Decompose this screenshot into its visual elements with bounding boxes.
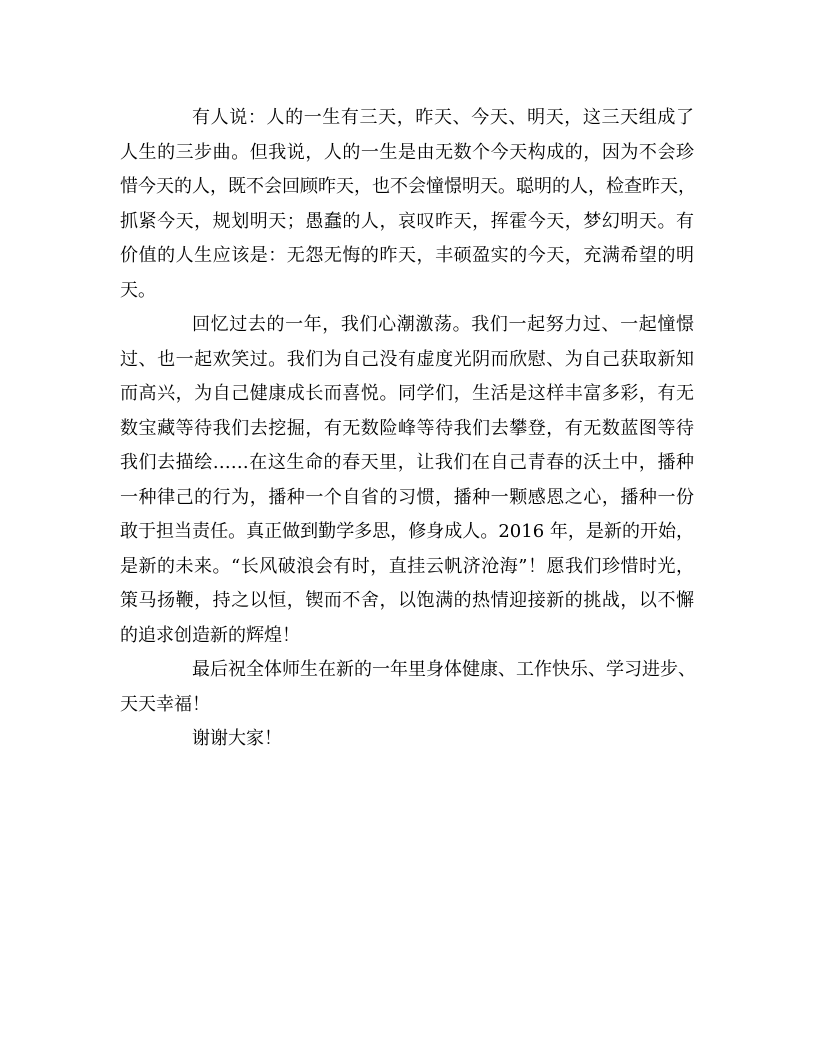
text-line: 敢于担当责任。真正做到勤学多思，修身成人。2016 年，是新的开始，: [120, 521, 694, 542]
text-line: 价值的人生应该是：无怨无悔的昨天，丰硕盈实的今天，充满希望的明: [120, 245, 694, 266]
text-line: 人生的三步曲。但我说，人的一生是由无数个今天构成的，因为不会珍: [120, 141, 694, 163]
text-line: 天天幸福！: [120, 693, 210, 715]
text-line: 的追求创造新的辉煌！: [120, 624, 300, 646]
text-line: 而高兴，为自己健康成长而喜悦。同学们，生活是这样丰富多彩，有无: [120, 383, 694, 404]
paragraph-wishes: [120, 653, 694, 722]
paragraph-review: [120, 308, 694, 653]
paragraph-intro: [120, 101, 694, 308]
text-line: 策马扬鞭，持之以恒，锲而不舍，以饱满的热情迎接新的挑战，以不懈: [120, 590, 694, 611]
text-line: 最后祝全体师生在新的一年里身体健康、工作快乐、学习进步、: [192, 659, 696, 680]
paragraph-thanks: [120, 722, 694, 757]
text-line: 回忆过去的一年，我们心潮激荡。我们一起努力过、一起憧憬: [192, 314, 694, 335]
text-line: 数宝藏等待我们去挖掘，有无数险峰等待我们去攀登，有无数蓝图等待: [120, 417, 694, 439]
text-line: 有人说：人的一生有三天，昨天、今天、明天，这三天组成了: [192, 107, 694, 128]
text-line: 过、也一起欢笑过。我们为自己没有虚度光阴而欣慰、为自己获取新知: [120, 348, 694, 370]
text-line: 是新的未来。“长风破浪会有时，直挂云帆济沧海”！愿我们珍惜时光，: [120, 555, 694, 577]
text-line: 我们去描绘……在这生命的春天里，让我们在自己青春的沃土中，播种: [120, 452, 694, 473]
text-line: 惜今天的人，既不会回顾昨天，也不会憧憬明天。聪明的人，检查昨天，: [120, 176, 696, 197]
text-line: 天。: [120, 279, 156, 301]
document-body: [120, 101, 694, 757]
text-line: 一种律己的行为，播种一个自省的习惯，播种一颗感恩之心，播种一份: [120, 486, 694, 508]
text-line: 谢谢大家！: [192, 728, 282, 749]
text-line: 抓紧今天，规划明天；愚蠢的人，哀叹昨天，挥霍今天，梦幻明天。有: [120, 210, 694, 232]
